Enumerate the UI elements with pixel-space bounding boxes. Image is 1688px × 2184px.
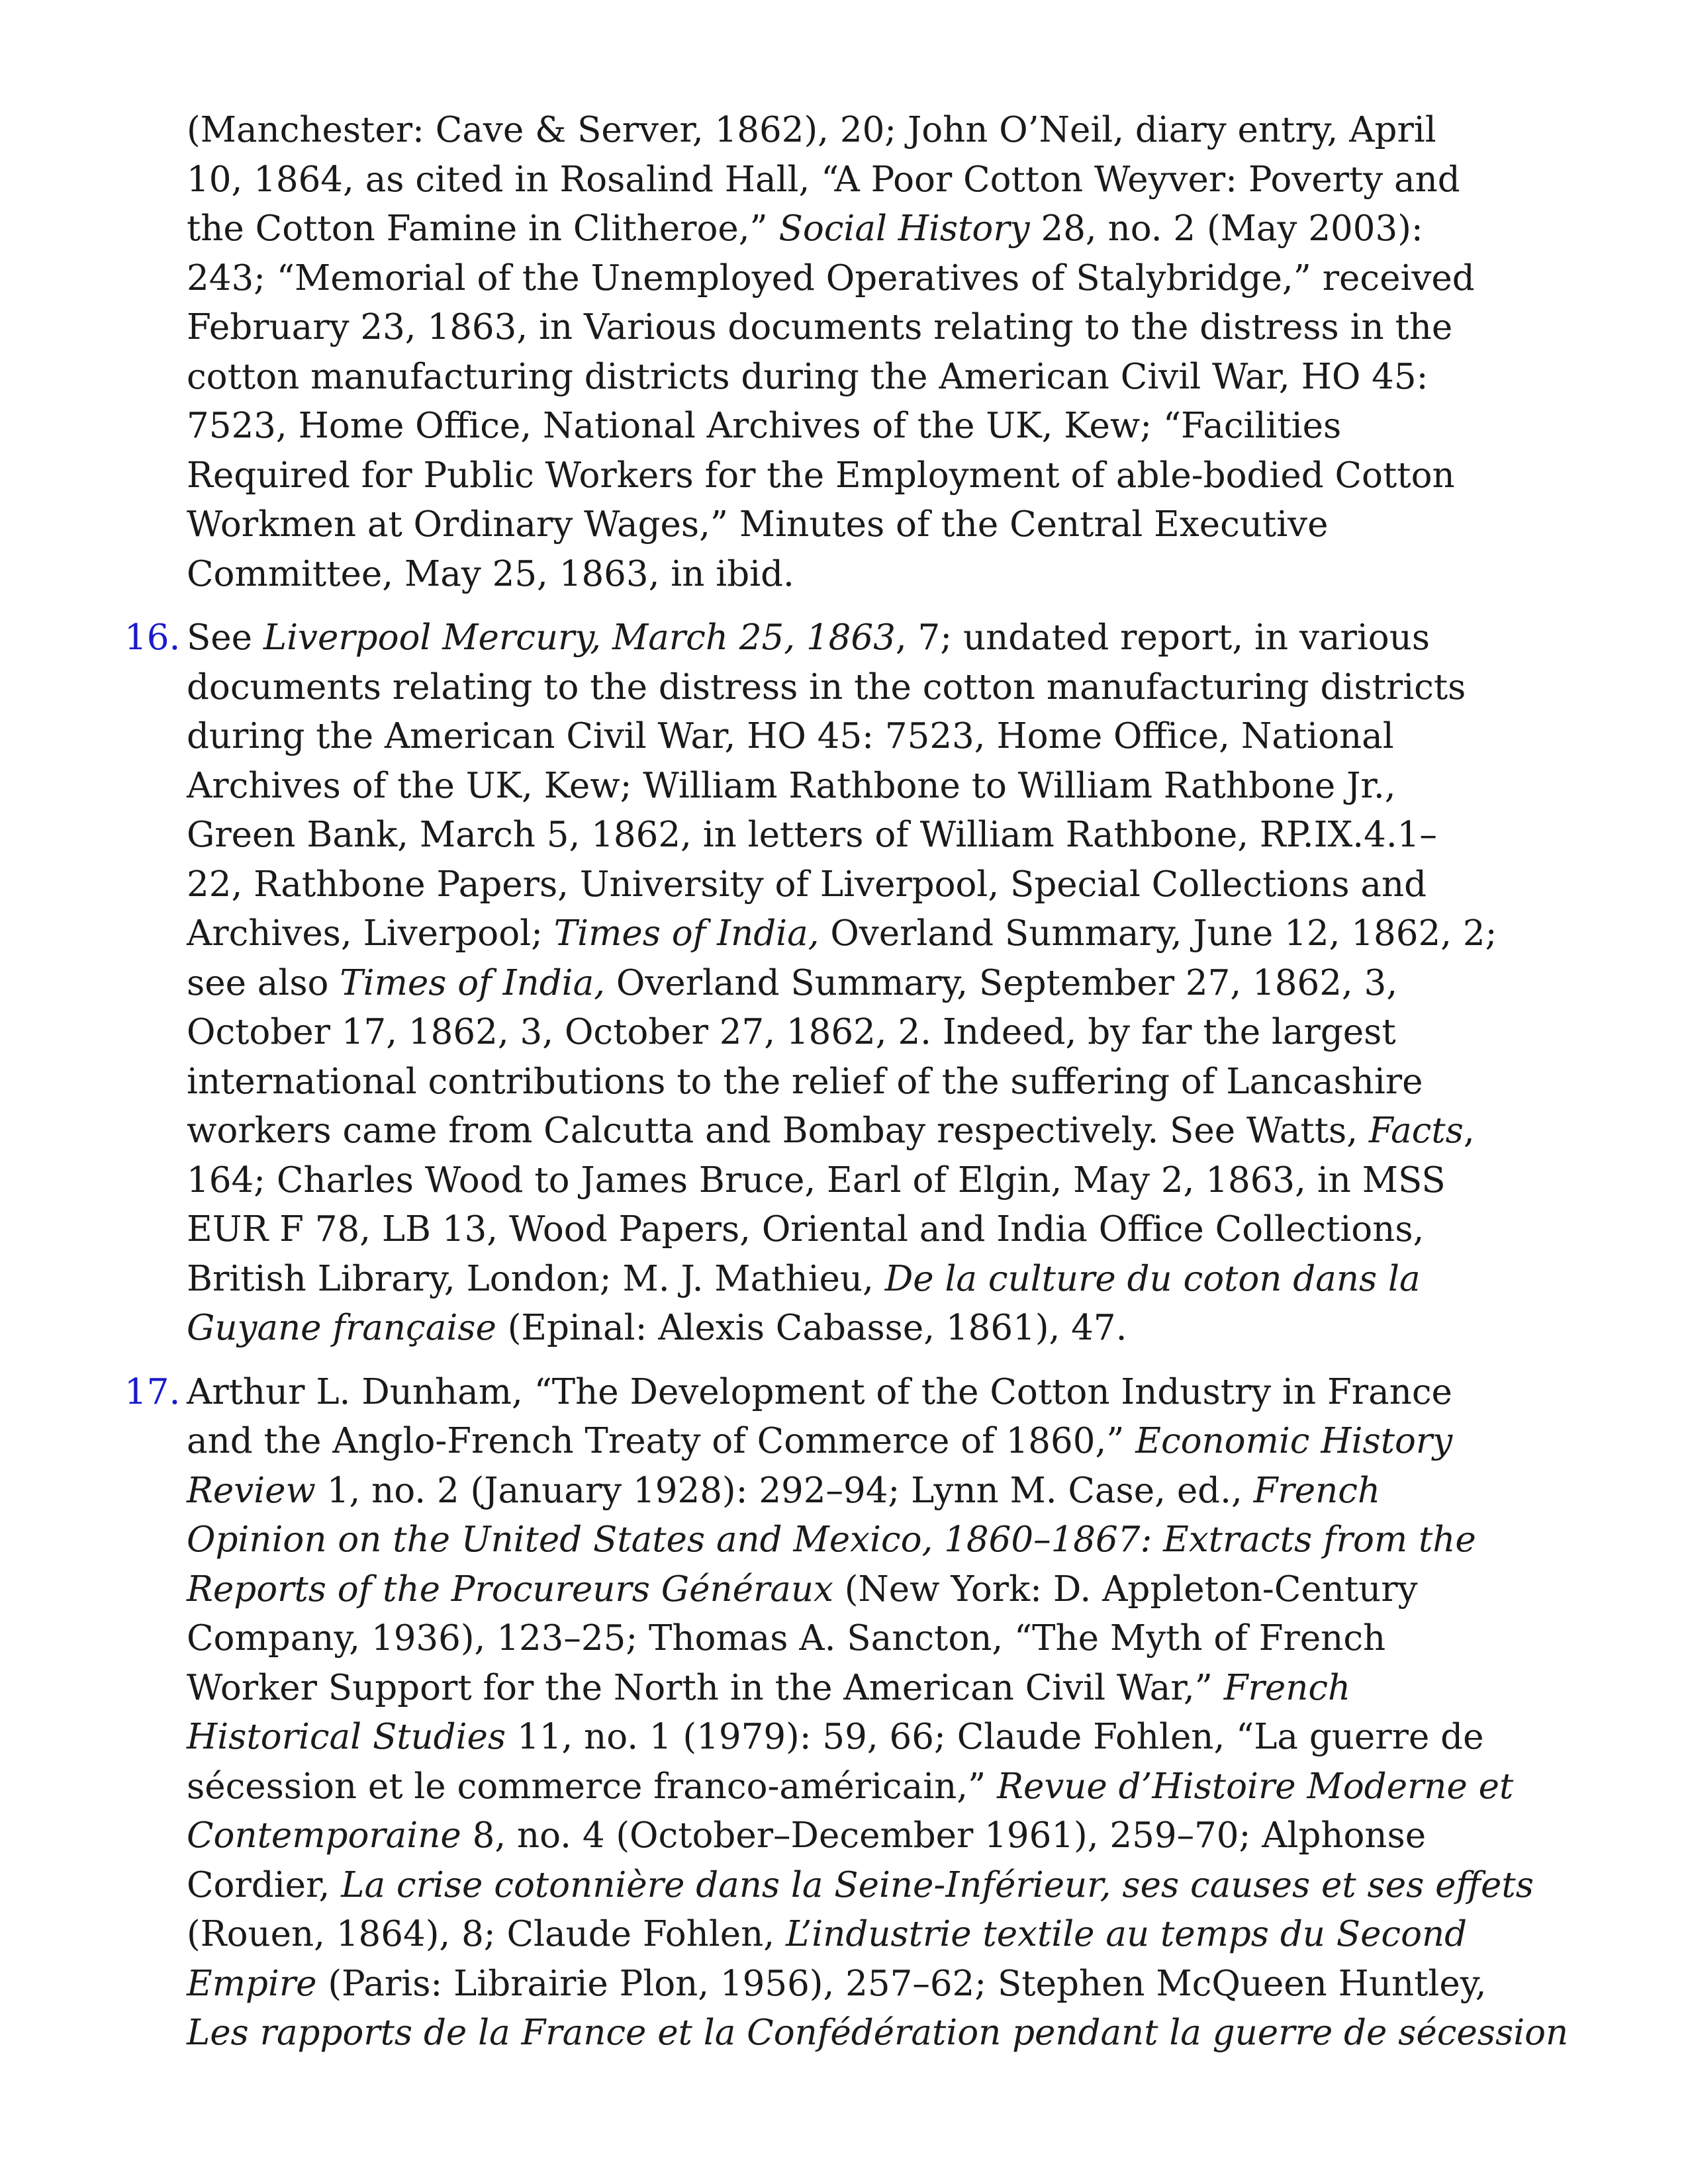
- footnote-italic-title: Times of India,: [553, 913, 820, 954]
- footnote-line: [187, 106, 1564, 156]
- footnote-line: [187, 1713, 1564, 1762]
- footnote-line: [187, 1811, 1564, 1861]
- footnote-text: October 17, 1862, 3, October 27, 1862, 2. Indeed, by far the largest: [187, 1012, 1396, 1052]
- footnote-line: [187, 451, 1564, 501]
- footnote-line: [187, 1960, 1564, 2009]
- footnote-text: EUR F 78, LB 13, Wood Papers, Oriental and India Office Collections,: [187, 1209, 1425, 1250]
- footnote-italic-title: De la culture du coton dans la: [884, 1258, 1421, 1299]
- footnote-text: Worker Support for the North in the American Civil War,”: [187, 1667, 1224, 1708]
- footnote-line: [187, 2009, 1569, 2058]
- footnote-italic-title: Economic History: [1135, 1421, 1453, 1461]
- footnote-line: [187, 1304, 1564, 1353]
- footnote-line: [187, 663, 1564, 713]
- footnote-text: (Paris: Librairie Plon, 1956), 257–62; Stephen McQueen Huntley,: [316, 1963, 1487, 2004]
- footnote-line: [187, 1910, 1564, 1960]
- footnote-line: [187, 1762, 1564, 1812]
- footnote-text: ,: [1463, 1111, 1475, 1151]
- footnote-line: [187, 1861, 1564, 1911]
- footnote-line: [187, 1058, 1564, 1107]
- footnote-line: [187, 860, 1564, 910]
- footnote-line: [187, 205, 1564, 254]
- footnote-text: 8, no. 4 (October–December 1961), 259–70; Alphonse: [461, 1815, 1427, 1856]
- footnote-text: Arthur L. Dunham, “The Development of the Cotton Industry in France: [187, 1371, 1452, 1412]
- footnote-text: Required for Public Workers for the Employment of able-bodied Cotton: [187, 455, 1455, 496]
- footnote-line: [187, 1417, 1564, 1467]
- footnote-italic-title: L’industrie textile au temps du Second: [785, 1914, 1468, 1954]
- footnote-text: Green Bank, March 5, 1862, in letters of William Rathbone, RP.IX.4.1–: [187, 815, 1437, 855]
- footnote-line: [187, 1516, 1564, 1565]
- footnote-text: 243; “Memorial of the Unemployed Operatives of Stalybridge,” received: [187, 257, 1475, 298]
- footnote-italic-title: Revue d’Histoire Moderne et: [997, 1766, 1514, 1807]
- footnote-line: [187, 353, 1564, 402]
- footnote-italic-title: French: [1253, 1470, 1381, 1511]
- footnote-line: [187, 909, 1564, 959]
- footnote-text: Archives of the UK, Kew; William Rathbone to William Rathbone Jr.,: [187, 765, 1396, 806]
- footnote-line: [187, 254, 1564, 304]
- footnote-text: during the American Civil War, HO 45: 7523, Home Office, National: [187, 716, 1394, 756]
- footnote-text: Overland Summary, September 27, 1862, 3,: [605, 962, 1398, 1003]
- footnote-line: [187, 1565, 1564, 1615]
- footnote-text: Committee, May 25, 1863, in ibid.: [187, 553, 794, 594]
- footnote-line: [187, 712, 1564, 762]
- footnote-text: 7523, Home Office, National Archives of the UK, Kew; “Facilities: [187, 406, 1342, 446]
- footnote-text: workers came from Calcutta and Bombay respectively. See Watts,: [187, 1111, 1369, 1151]
- footnote-number-link[interactable]: 17.: [124, 1371, 181, 1412]
- footnote-line: [187, 1008, 1564, 1058]
- footnote-text: 1, no. 2 (January 1928): 292–94; Lynn M. Case, ed.,: [315, 1470, 1254, 1511]
- footnote-line: [124, 614, 1564, 663]
- footnote-text: Archives, Liverpool;: [187, 913, 554, 954]
- footnote-text: the Cotton Famine in Clitheroe,”: [187, 208, 779, 249]
- footnote-line: [187, 1205, 1564, 1255]
- footnote-italic-title: La crise cotonnière dans la Seine-Inférieur, ses causes et ses effets: [341, 1864, 1534, 1905]
- footnote-line: [187, 1664, 1564, 1713]
- footnote-text: 22, Rathbone Papers, University of Liverpool, Special Collections and: [187, 864, 1427, 905]
- footnote-italic-title: Contemporaine: [187, 1815, 461, 1856]
- footnote-italic-title: Guyane française: [187, 1308, 496, 1348]
- footnote-continued: [187, 106, 1564, 599]
- footnote-italic-title: Les rapports de la France et la Confédération pendant la guerre de sécession: [187, 2013, 1569, 2053]
- footnote-italic-title: Review: [187, 1470, 316, 1511]
- footnote-line: [187, 1107, 1564, 1156]
- footnote-line: [187, 1614, 1564, 1664]
- footnote-text: documents relating to the distress in the cotton manufacturing districts: [187, 666, 1466, 707]
- footnote-line: [187, 500, 1564, 550]
- footnote-text: 10, 1864, as cited in Rosalind Hall, “A Poor Cotton Weyver: Poverty and: [187, 159, 1460, 200]
- footnote-italic-title: Social History: [778, 208, 1030, 249]
- footnote-line: [187, 1467, 1564, 1516]
- footnote-line: [187, 959, 1564, 1009]
- footnote-text: (Manchester: Cave & Server, 1862), 20; John O’Neil, diary entry, April: [187, 110, 1436, 150]
- footnote-italic-title: Times of India,: [340, 962, 606, 1003]
- footnote-text: Overland Summary, June 12, 1862, 2;: [819, 913, 1497, 954]
- footnote-text: (Epinal: Alexis Cabasse, 1861), 47.: [496, 1308, 1127, 1348]
- footnote-text: 11, no. 1 (1979): 59, 66; Claude Fohlen, “La guerre de: [506, 1717, 1484, 1757]
- footnote-text: February 23, 1863, in Various documents relating to the distress in the: [187, 307, 1453, 347]
- footnote-text: see also: [187, 962, 340, 1003]
- footnote-italic-title: French: [1223, 1667, 1351, 1708]
- footnote-17: [124, 1368, 1569, 2058]
- footnote-text: (Rouen, 1864), 8; Claude Fohlen,: [187, 1914, 786, 1954]
- footnote-line: [187, 550, 1564, 600]
- footnote-text: British Library, London; M. J. Mathieu,: [187, 1258, 885, 1299]
- footnote-line: [187, 762, 1564, 811]
- footnote-italic-title: Liverpool Mercury, March 25, 1863: [263, 617, 896, 658]
- footnote-line: [187, 1156, 1564, 1206]
- footnote-text: Company, 1936), 123–25; Thomas A. Sancton, “The Myth of French: [187, 1618, 1386, 1659]
- note-gap: [187, 599, 1564, 614]
- footnote-line: [187, 811, 1564, 860]
- footnote-text: international contributions to the relief of the suffering of Lancashire: [187, 1061, 1423, 1102]
- footnote-text: Cordier,: [187, 1864, 342, 1905]
- footnote-line: [187, 303, 1564, 353]
- footnote-line: [187, 1255, 1564, 1304]
- footnote-text: and the Anglo-French Treaty of Commerce of 1860,”: [187, 1421, 1136, 1461]
- footnote-text: cotton manufacturing districts during the American Civil War, HO 45:: [187, 356, 1429, 397]
- footnote-line: [187, 402, 1564, 451]
- footnote-text: (New York: D. Appleton-Century: [833, 1569, 1418, 1610]
- footnote-text: Workmen at Ordinary Wages,” Minutes of the Central Executive: [187, 504, 1329, 545]
- footnote-text: , 7; undated report, in various: [895, 617, 1430, 658]
- footnote-text: sécession et le commerce franco-américain,”: [187, 1766, 998, 1807]
- footnote-line: [187, 156, 1564, 205]
- footnote-italic-title: Historical Studies: [187, 1717, 506, 1757]
- footnote-italic-title: Opinion on the United States and Mexico, 1860–1867: Extracts from the: [187, 1520, 1476, 1560]
- note-gap: [187, 1353, 1564, 1368]
- footnote-16: [124, 614, 1564, 1353]
- footnote-text: 164; Charles Wood to James Bruce, Earl of Elgin, May 2, 1863, in MSS: [187, 1160, 1446, 1201]
- footnote-italic-title: Facts: [1368, 1111, 1464, 1151]
- footnote-text: 28, no. 2 (May 2003):: [1029, 208, 1423, 249]
- footnote-text: See: [187, 617, 263, 658]
- footnotes-page: [124, 106, 1569, 2058]
- footnote-number-link[interactable]: 16.: [124, 617, 181, 658]
- footnote-line: [124, 1368, 1564, 1418]
- footnote-italic-title: Empire: [187, 1963, 317, 2004]
- footnote-italic-title: Reports of the Procureurs Généraux: [187, 1569, 833, 1610]
